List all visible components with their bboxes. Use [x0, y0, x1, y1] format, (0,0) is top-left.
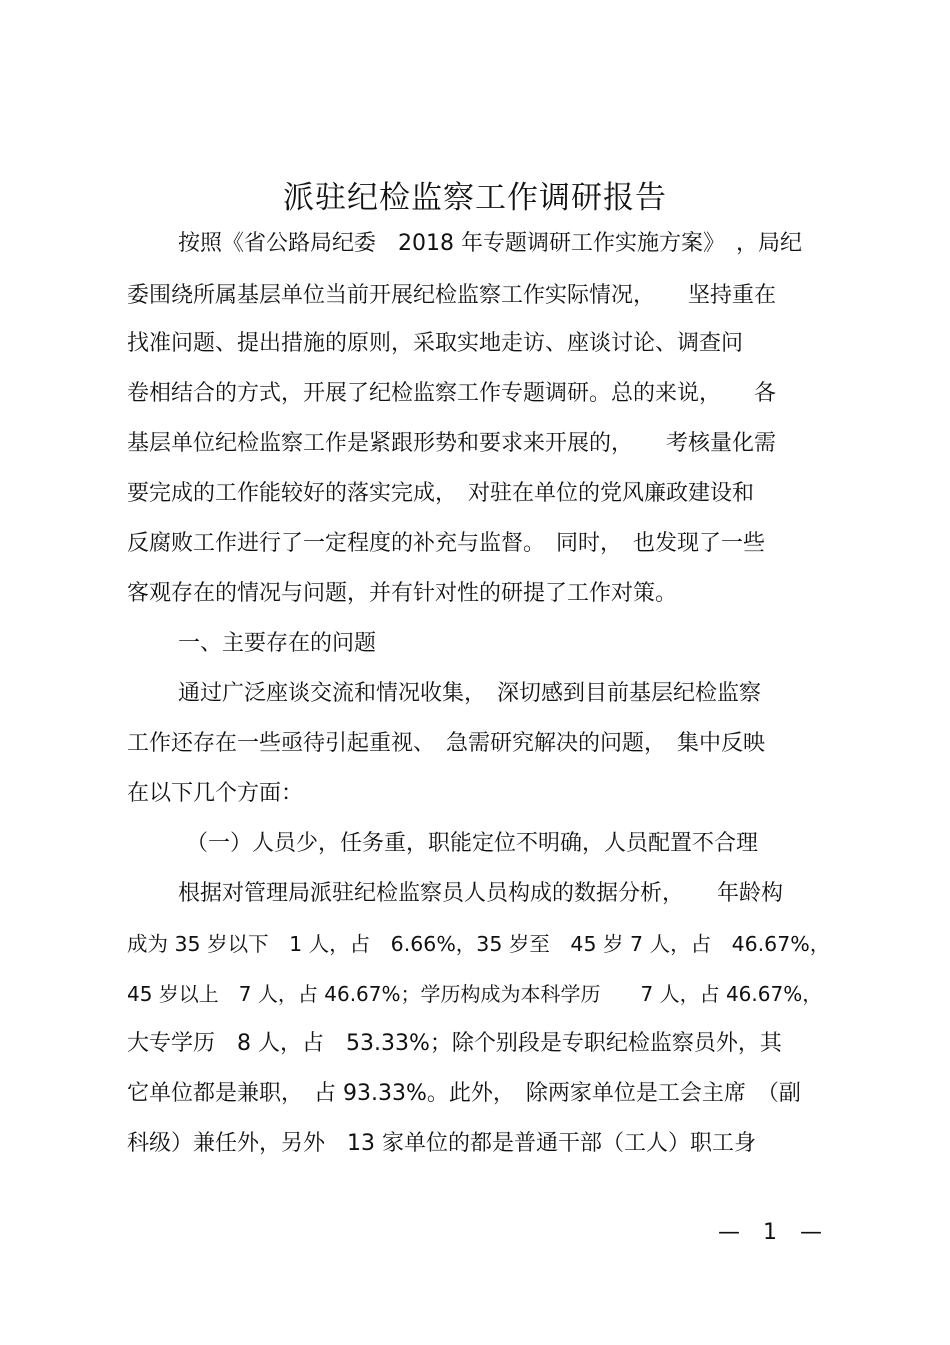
paragraph-line: 卷相结合的方式，开展了纪检监察工作专题调研。总的来说， 各 — [127, 381, 777, 406]
paragraph-line: 反腐败工作进行了一定程度的补充与监督。 同时， 也发现了一些 — [127, 531, 766, 556]
paragraph-line: 大专学历 8 人，占 53.33%；除个别段是专职纪检监察员外，其 — [127, 1031, 782, 1056]
document-title: 派驻纪检监察工作调研报告 — [283, 180, 667, 216]
paragraph-line: 通过广泛座谈交流和情况收集， 深切感到目前基层纪检监察 — [178, 681, 762, 706]
subsection-heading: （一）人员少，任务重，职能定位不明确，人员配置不合理 — [186, 831, 759, 856]
paragraph-line: 在以下几个方面： — [127, 781, 304, 806]
paragraph-line: 找准问题、提出措施的原则，采取实地走访、座谈讨论、调查问 — [127, 331, 744, 356]
page-number: — 1 — — [718, 1220, 830, 1245]
paragraph-line: 45 岁以上 7 人，占 46.67%；学历构成为本科学历 7 人，占 46.67%， — [127, 982, 823, 1006]
section-heading: 一、主要存在的问题 — [178, 631, 377, 656]
paragraph-line: 要完成的工作能较好的落实完成， 对驻在单位的党风廉政建设和 — [127, 481, 755, 506]
paragraph-line: 基层单位纪检监察工作是紧跟形势和要求来开展的， 考核量化需 — [127, 431, 777, 456]
paragraph-line: 委围绕所属基层单位当前开展纪检监察工作实际情况， 坚持重在 — [127, 283, 777, 308]
paragraph-line: 科级）兼任外，另外 13 家单位的都是普通干部（工人）职工身 — [127, 1131, 756, 1156]
paragraph-line: 按照《省公路局纪委 2018 年专题调研工作实施方案》 ，局纪 — [178, 231, 802, 256]
paragraph-line: 客观存在的情况与问题，并有针对性的研提了工作对策。 — [127, 581, 678, 606]
paragraph-line: 它单位都是兼职， 占 93.33%。此外， 除两家单位是工会主席 （副 — [127, 1081, 801, 1106]
paragraph-line: 根据对管理局派驻纪检监察员人员构成的数据分析， 年龄构 — [178, 881, 784, 906]
paragraph-line: 工作还存在一些亟待引起重视、 急需研究解决的问题， 集中反映 — [127, 731, 766, 756]
paragraph-line: 成为 35 岁以下 1 人，占 6.66%，35 岁至 45 岁 7 人，占 46.67%， — [127, 932, 831, 956]
